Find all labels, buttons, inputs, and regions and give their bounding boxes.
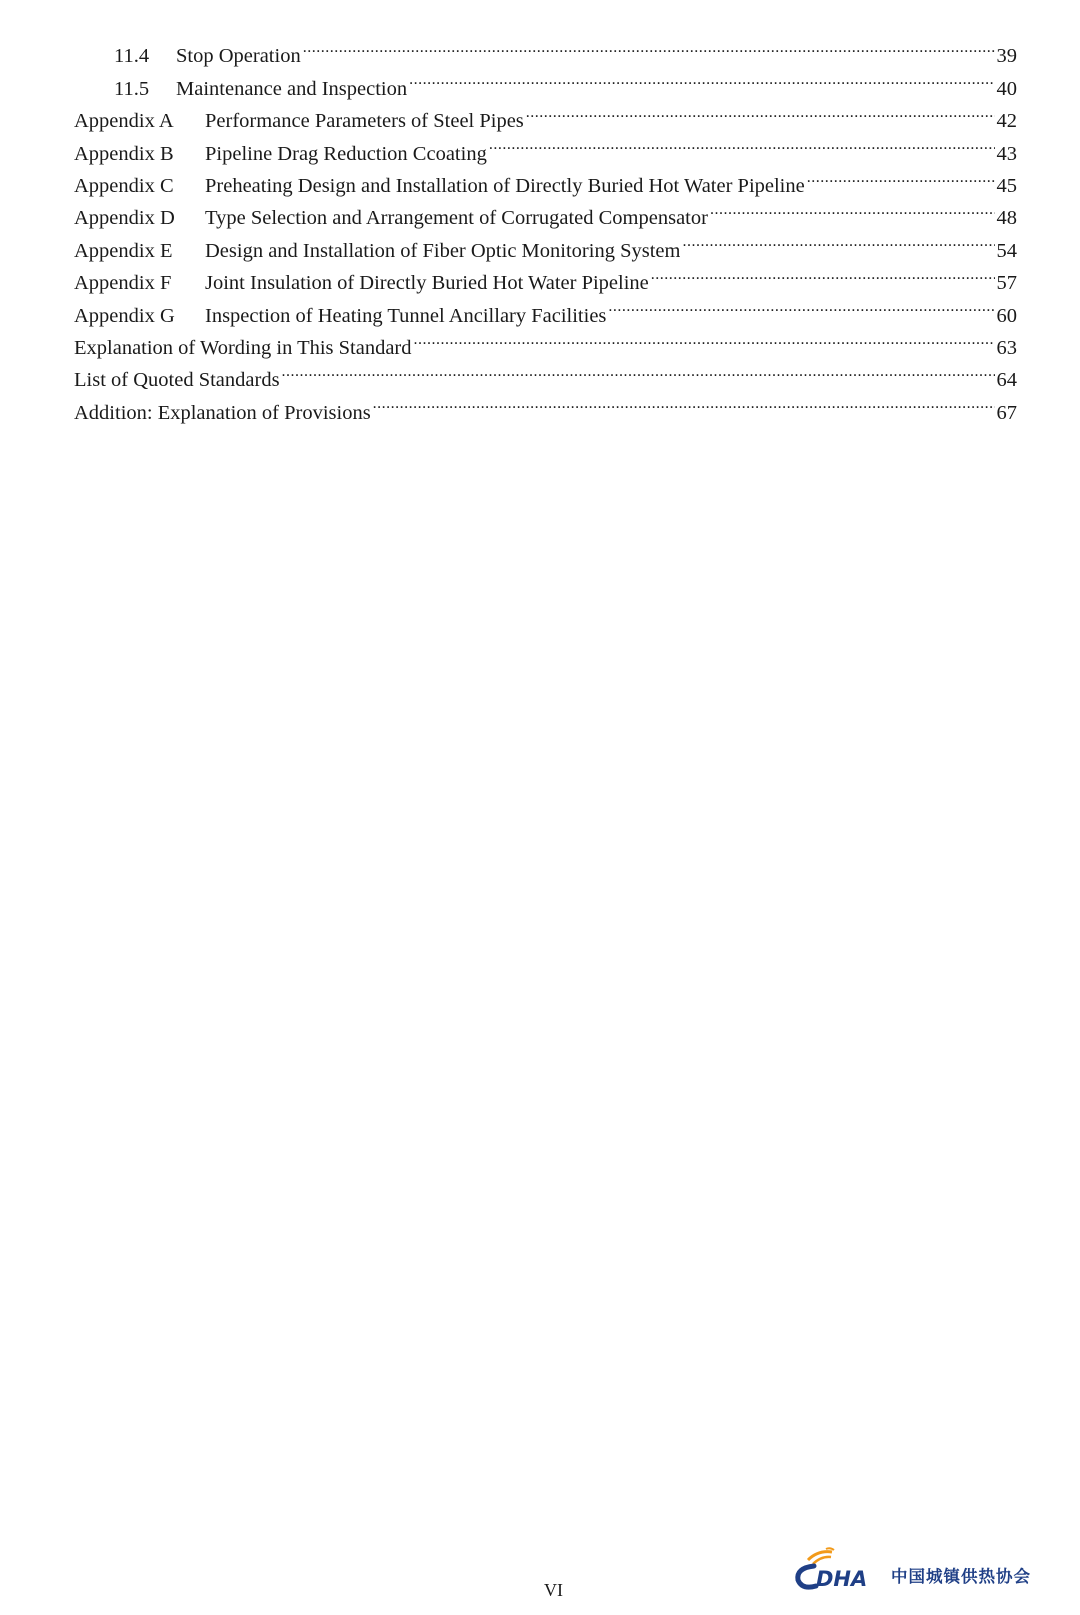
- toc-entry-page: 48: [996, 207, 1017, 230]
- toc-entry-title: Stop Operation: [176, 45, 301, 68]
- toc-entry-page: 57: [996, 272, 1017, 295]
- toc-leader-dots: [282, 354, 995, 386]
- toc-entry-title: Design and Installation of Fiber Optic Monitoring System: [205, 239, 681, 262]
- toc-leader-dots: [682, 224, 994, 256]
- toc-leader-dots: [710, 192, 995, 224]
- toc-entry[interactable]: [0, 322, 1017, 359]
- toc-entry-number: Appendix E: [74, 239, 173, 262]
- toc-entry-title: Type Selection and Arrangement of Corrugated Compensator: [205, 207, 708, 230]
- toc-leader-dots: [608, 289, 994, 321]
- toc-entry-page: 45: [996, 174, 1017, 197]
- toc-entry[interactable]: [0, 192, 1017, 230]
- toc-entry-number: Appendix B: [74, 142, 174, 165]
- toc-entry-page: 64: [996, 369, 1017, 392]
- toc-entry[interactable]: [0, 289, 1017, 327]
- toc-entry[interactable]: [0, 160, 1017, 197]
- toc-entry-title: Addition: Explanation of Provisions: [74, 401, 371, 424]
- toc-leader-dots: [526, 95, 995, 127]
- toc-entry[interactable]: [0, 257, 1017, 295]
- toc-entry-title: Pipeline Drag Reduction Ccoating: [205, 142, 487, 165]
- toc-leader-dots: [303, 30, 995, 62]
- toc-entry-number: 11.4: [114, 45, 150, 68]
- toc-entry-page: 63: [996, 336, 1017, 359]
- toc-entry-number: Appendix C: [74, 174, 174, 197]
- page-number: VI: [544, 1580, 563, 1600]
- toc-entry-number: Appendix F: [74, 272, 172, 295]
- toc-leader-dots: [414, 322, 995, 354]
- toc-entry[interactable]: [0, 95, 1017, 133]
- toc-entry[interactable]: [0, 354, 1017, 392]
- toc-entry-page: 67: [996, 401, 1017, 424]
- toc-entry-title: Joint Insulation of Directly Buried Hot Water Pipeline: [205, 272, 649, 295]
- toc-entry[interactable]: [0, 62, 1017, 100]
- toc-entry[interactable]: [0, 30, 1017, 68]
- toc-entry-number: Appendix A: [74, 110, 174, 133]
- toc-leader-dots: [807, 160, 995, 192]
- toc-entry-title: Explanation of Wording in This Standard: [74, 336, 412, 359]
- toc-entry-number: 11.5: [114, 77, 150, 100]
- toc-entry-title: List of Quoted Standards: [74, 369, 280, 392]
- toc-entry-title: Maintenance and Inspection: [176, 77, 408, 100]
- toc-entry-title: Performance Parameters of Steel Pipes: [205, 110, 524, 133]
- toc-leader-dots: [489, 127, 995, 159]
- toc-entry[interactable]: [0, 386, 1017, 424]
- toc-entry[interactable]: [0, 127, 1017, 165]
- toc-entry-page: 42: [996, 110, 1017, 133]
- toc-entry-page: 43: [996, 142, 1017, 165]
- logo-org-name: 中国城镇供热协会: [891, 1567, 1031, 1586]
- toc-leader-dots: [409, 62, 994, 94]
- toc-entry-number: Appendix G: [74, 304, 175, 327]
- toc-leader-dots: [651, 257, 995, 289]
- toc-list: [0, 30, 1017, 424]
- toc-entry[interactable]: [0, 224, 1017, 262]
- toc-entry-page: 39: [996, 45, 1017, 68]
- toc-entry-page: 54: [996, 239, 1017, 262]
- toc-entry-page: 40: [996, 77, 1017, 100]
- cdha-logo: [786, 1545, 1056, 1595]
- toc-leader-dots: [373, 386, 995, 418]
- toc-entry-page: 60: [996, 304, 1017, 327]
- toc-entry-title: Preheating Design and Installation of Directly Buried Hot Water Pipeline: [205, 174, 805, 197]
- toc-entry-number: Appendix D: [74, 207, 175, 230]
- logo-abbr: DHA: [816, 1567, 868, 1591]
- cdha-logo-icon: [786, 1546, 881, 1594]
- toc-entry-title: Inspection of Heating Tunnel Ancillary Facilities: [205, 304, 607, 327]
